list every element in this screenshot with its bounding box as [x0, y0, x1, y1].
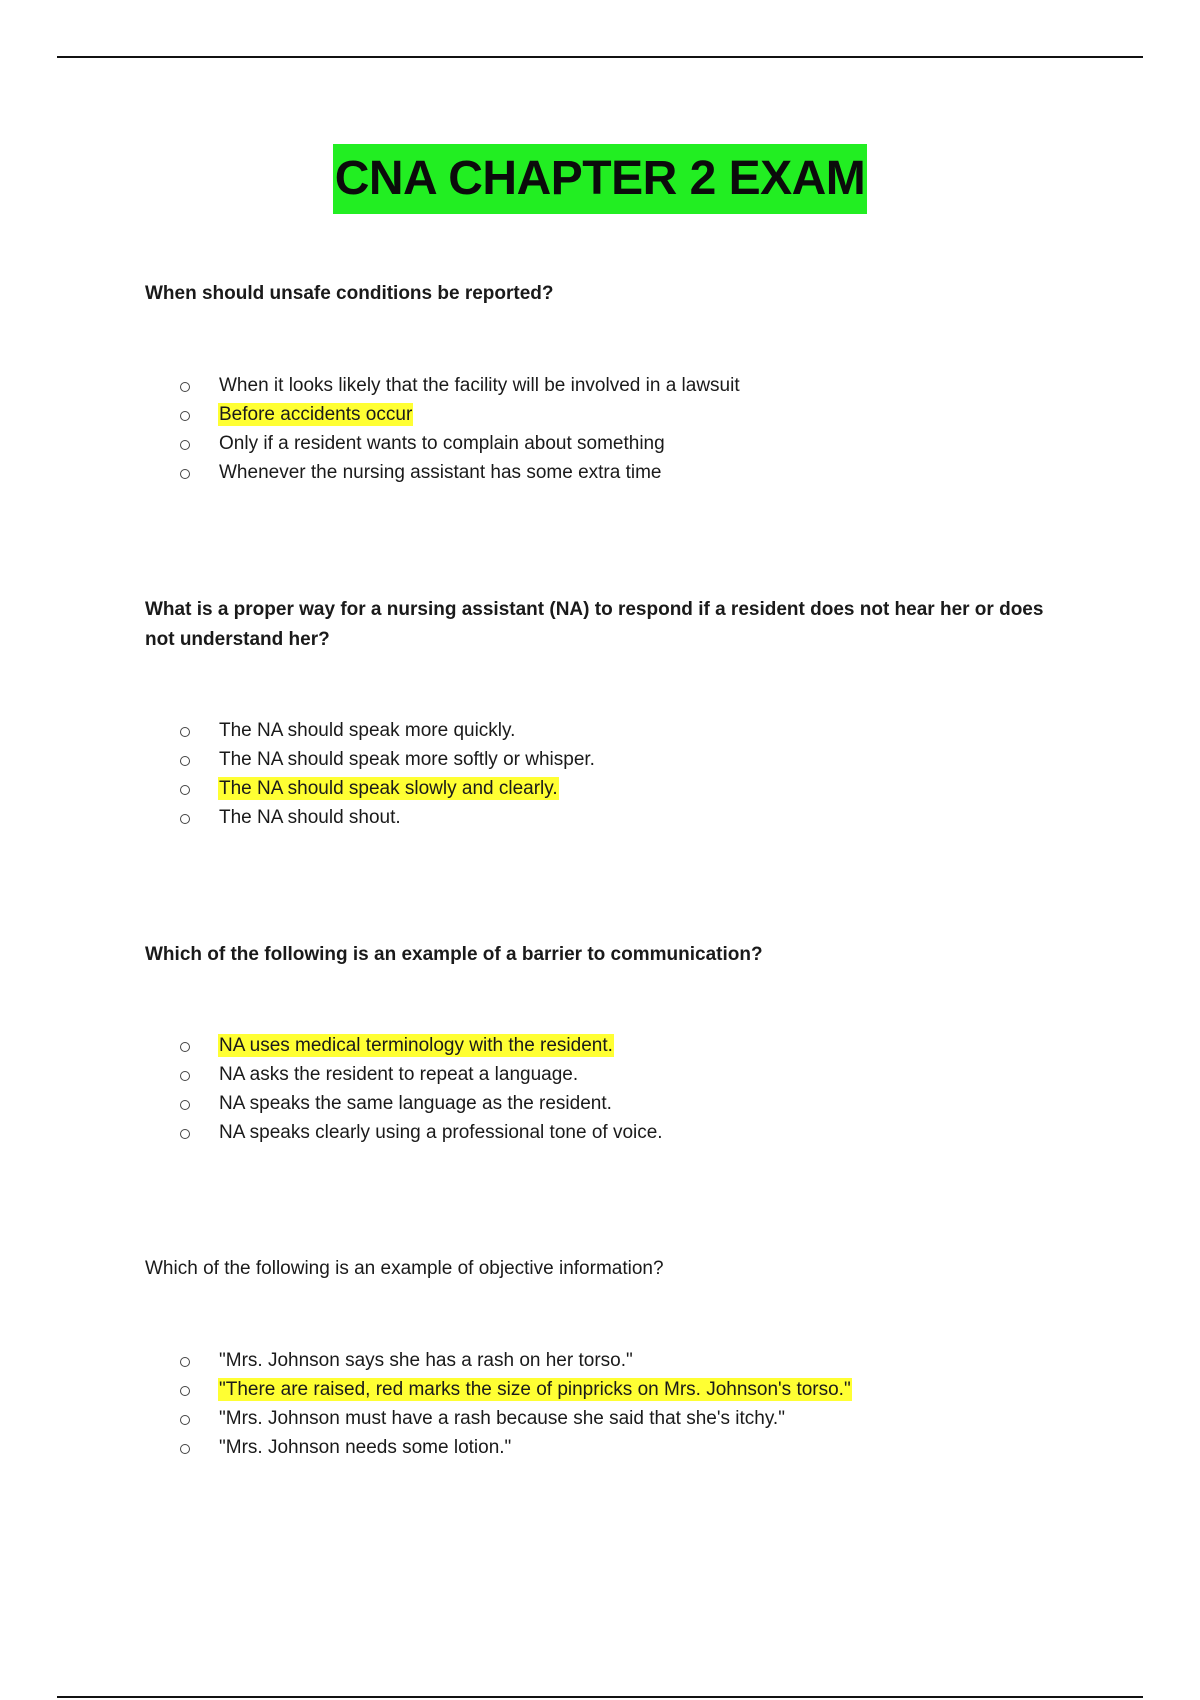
- question-1: When should unsafe conditions be reported?: [145, 283, 554, 304]
- option-text-highlighted: The NA should speak slowly and clearly.: [219, 778, 558, 800]
- option-text: Only if a resident wants to complain about something: [219, 433, 665, 455]
- option: [180, 1433, 852, 1462]
- circle-bullet-icon: [180, 371, 218, 400]
- option: [180, 429, 741, 458]
- circle-bullet-icon: [180, 1118, 218, 1147]
- question-3-options: [180, 1031, 664, 1147]
- option-text: The NA should speak more quickly.: [219, 720, 516, 742]
- option-text: NA asks the resident to repeat a language.: [219, 1064, 579, 1086]
- circle-bullet-icon: [180, 745, 218, 774]
- circle-bullet-icon: [180, 429, 218, 458]
- option: [180, 1375, 852, 1404]
- option: [180, 716, 596, 745]
- option: [180, 774, 596, 803]
- question-2: What is a proper way for a nursing assistant (NA) to respond if a resident does not hear her or does not understand her?: [145, 599, 1044, 650]
- option: [180, 400, 741, 429]
- question-2-options: [180, 716, 596, 832]
- option-text-highlighted: "There are raised, red marks the size of pinpricks on Mrs. Johnson's torso.": [219, 1379, 851, 1401]
- option-text: NA speaks the same language as the resident.: [219, 1093, 612, 1115]
- circle-bullet-icon: [180, 1375, 218, 1404]
- option-text: When it looks likely that the facility will be involved in a lawsuit: [219, 375, 740, 397]
- circle-bullet-icon: [180, 400, 218, 429]
- option-text: "Mrs. Johnson says she has a rash on her torso.": [219, 1350, 633, 1372]
- page-title: CNA CHAPTER 2 EXAM: [333, 144, 868, 214]
- option-text-highlighted: Before accidents occur: [219, 404, 413, 426]
- top-rule: [57, 56, 1143, 58]
- title-container: [0, 144, 1200, 214]
- option: [180, 745, 596, 774]
- option-text: Whenever the nursing assistant has some extra time: [219, 462, 662, 484]
- option: [180, 803, 596, 832]
- circle-bullet-icon: [180, 1433, 218, 1462]
- option: [180, 458, 741, 487]
- bottom-rule: [57, 1696, 1143, 1698]
- option: [180, 1089, 664, 1118]
- option: [180, 1118, 664, 1147]
- circle-bullet-icon: [180, 1089, 218, 1118]
- option-text: NA speaks clearly using a professional tone of voice.: [219, 1122, 663, 1144]
- option: [180, 1060, 664, 1089]
- circle-bullet-icon: [180, 1404, 218, 1433]
- circle-bullet-icon: [180, 1031, 218, 1060]
- option-text: "Mrs. Johnson needs some lotion.": [219, 1437, 512, 1459]
- circle-bullet-icon: [180, 803, 218, 832]
- option: [180, 1031, 664, 1060]
- question-4: Which of the following is an example of objective information?: [145, 1258, 664, 1279]
- circle-bullet-icon: [180, 716, 218, 745]
- question-3: Which of the following is an example of a barrier to communication?: [145, 944, 763, 965]
- question-4-options: [180, 1346, 852, 1462]
- option-text: "Mrs. Johnson must have a rash because she said that she's itchy.": [219, 1408, 785, 1430]
- option-text: The NA should shout.: [219, 807, 401, 829]
- option-text-highlighted: NA uses medical terminology with the resident.: [219, 1035, 613, 1057]
- circle-bullet-icon: [180, 1346, 218, 1375]
- option: [180, 371, 741, 400]
- option: [180, 1404, 852, 1433]
- question-1-options: [180, 371, 741, 487]
- circle-bullet-icon: [180, 774, 218, 803]
- option-text: The NA should speak more softly or whisper.: [219, 749, 595, 771]
- circle-bullet-icon: [180, 458, 218, 487]
- option: [180, 1346, 852, 1375]
- circle-bullet-icon: [180, 1060, 218, 1089]
